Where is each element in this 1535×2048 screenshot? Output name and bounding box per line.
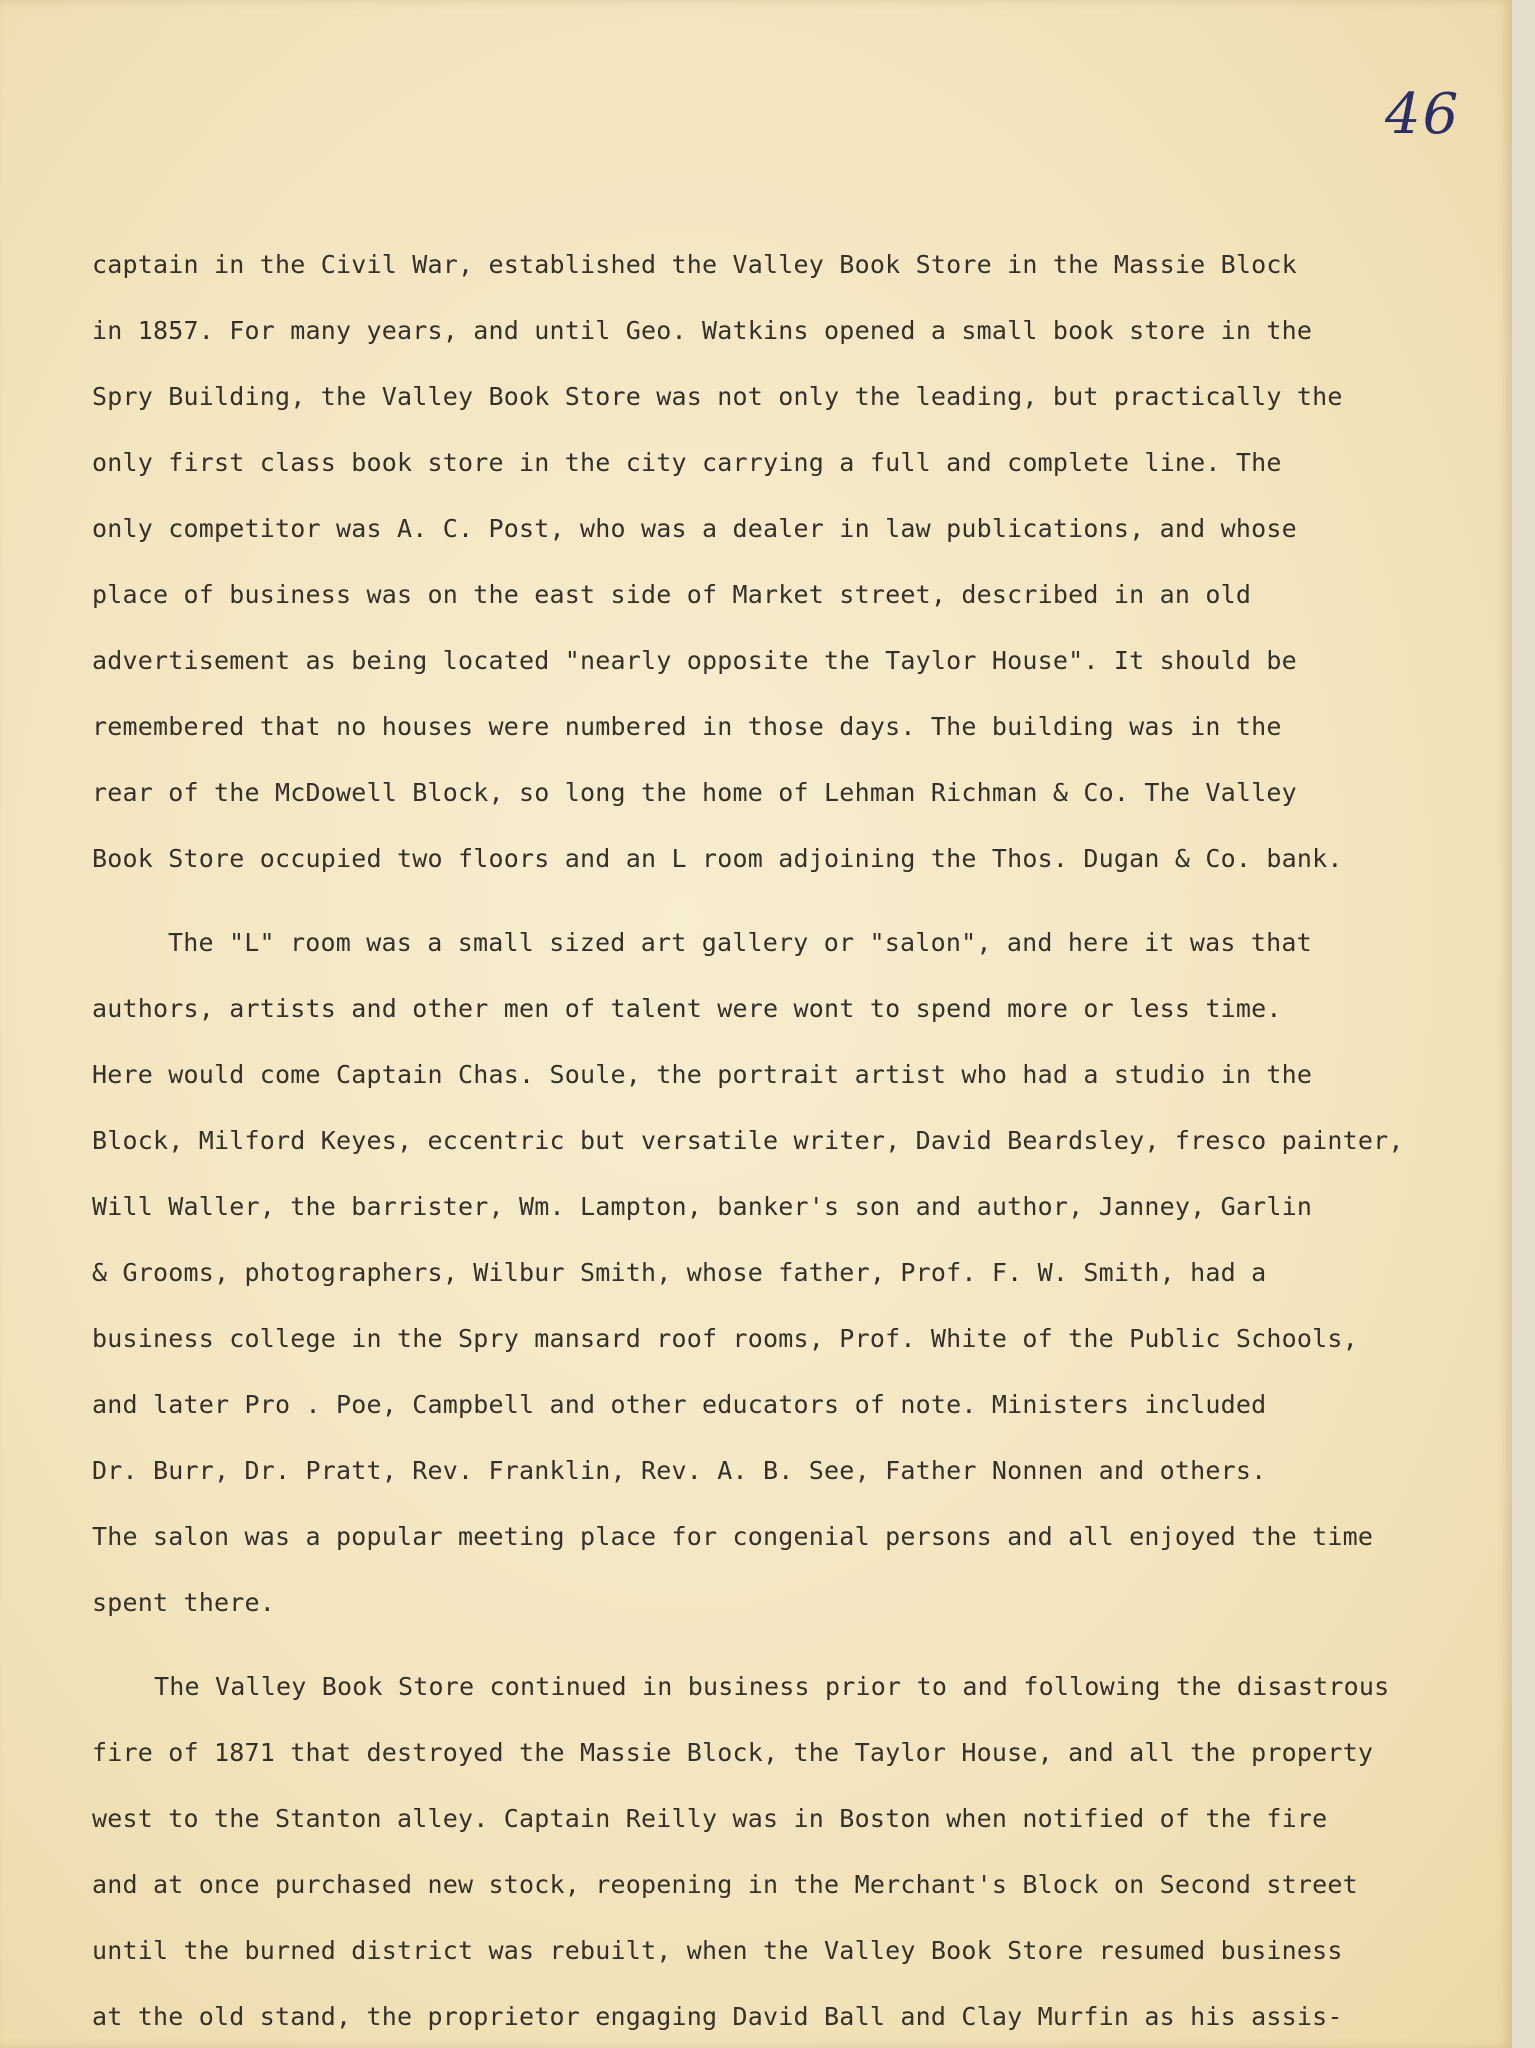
text-line: The salon was a popular meeting place for congenial persons and all enjoyed the time [92, 1522, 1374, 1551]
text-line: place of business was on the east side of Market street, described in an old [92, 580, 1252, 609]
text-line: and later Pro . Poe, Campbell and other educators of note. Ministers included [92, 1390, 1267, 1419]
text-line: Dr. Burr, Dr. Pratt, Rev. Franklin, Rev. A. B. See, Father Nonnen and others. [92, 1456, 1267, 1485]
text-line: authors, artists and other men of talent were wont to spend more or less time. [92, 994, 1282, 1023]
text-line: business college in the Spry mansard roof rooms, Prof. White of the Public Schools, [92, 1324, 1358, 1353]
text-line: captain in the Civil War, established the Valley Book Store in the Massie Block [92, 250, 1297, 279]
text-line: Will Waller, the barrister, Wm. Lampton, banker's son and author, Janney, Garlin [92, 1192, 1313, 1221]
text-line: until the burned district was rebuilt, when the Valley Book Store resumed business [92, 1936, 1343, 1965]
handwritten-page-number: 46 [1385, 82, 1461, 147]
typed-text-body [92, 232, 1472, 2048]
paragraph [92, 1654, 1472, 2048]
text-line: spent there. [92, 1588, 276, 1617]
text-line: and at once purchased new stock, reopening in the Merchant's Block on Second street [92, 1870, 1358, 1899]
text-line: only competitor was A. C. Post, who was a dealer in law publications, and whose [92, 514, 1297, 543]
text-line: Book Store occupied two floors and an L room adjoining the Thos. Dugan & Co. bank. [92, 844, 1343, 873]
text-line: The Valley Book Store continued in business prior to and following the disastrous [154, 1672, 1390, 1701]
text-line: at the old stand, the proprietor engaging David Ball and Clay Murfin as his assis- [92, 2002, 1343, 2031]
background-edge [1512, 0, 1535, 2048]
paragraph-gap [92, 1636, 1472, 1654]
text-line: Block, Milford Keyes, eccentric but versatile writer, David Beardsley, fresco painter, [92, 1126, 1404, 1155]
text-line: advertisement as being located "nearly opposite the Taylor House". It should be [92, 646, 1297, 675]
text-line: only first class book store in the city carrying a full and complete line. The [92, 448, 1282, 477]
text-line: rear of the McDowell Block, so long the home of Lehman Richman & Co. The Valley [92, 778, 1297, 807]
text-line: The "L" room was a small sized art gallery or "salon", and here it was that [168, 928, 1312, 957]
paragraph-gap [92, 892, 1472, 910]
text-line: west to the Stanton alley. Captain Reilly was in Boston when notified of the fire [92, 1804, 1328, 1833]
text-line: Spry Building, the Valley Book Store was not only the leading, but practically the [92, 382, 1343, 411]
text-line: in 1857. For many years, and until Geo. Watkins opened a small book store in the [92, 316, 1313, 345]
text-line: Here would come Captain Chas. Soule, the portrait artist who had a studio in the [92, 1060, 1313, 1089]
text-line: & Grooms, photographers, Wilbur Smith, whose father, Prof. F. W. Smith, had a [92, 1258, 1267, 1287]
text-line: remembered that no houses were numbered in those days. The building was in the [92, 712, 1282, 741]
paragraph [92, 910, 1472, 1636]
text-line: fire of 1871 that destroyed the Massie Block, the Taylor House, and all the property [92, 1738, 1374, 1767]
paragraph [92, 232, 1472, 892]
